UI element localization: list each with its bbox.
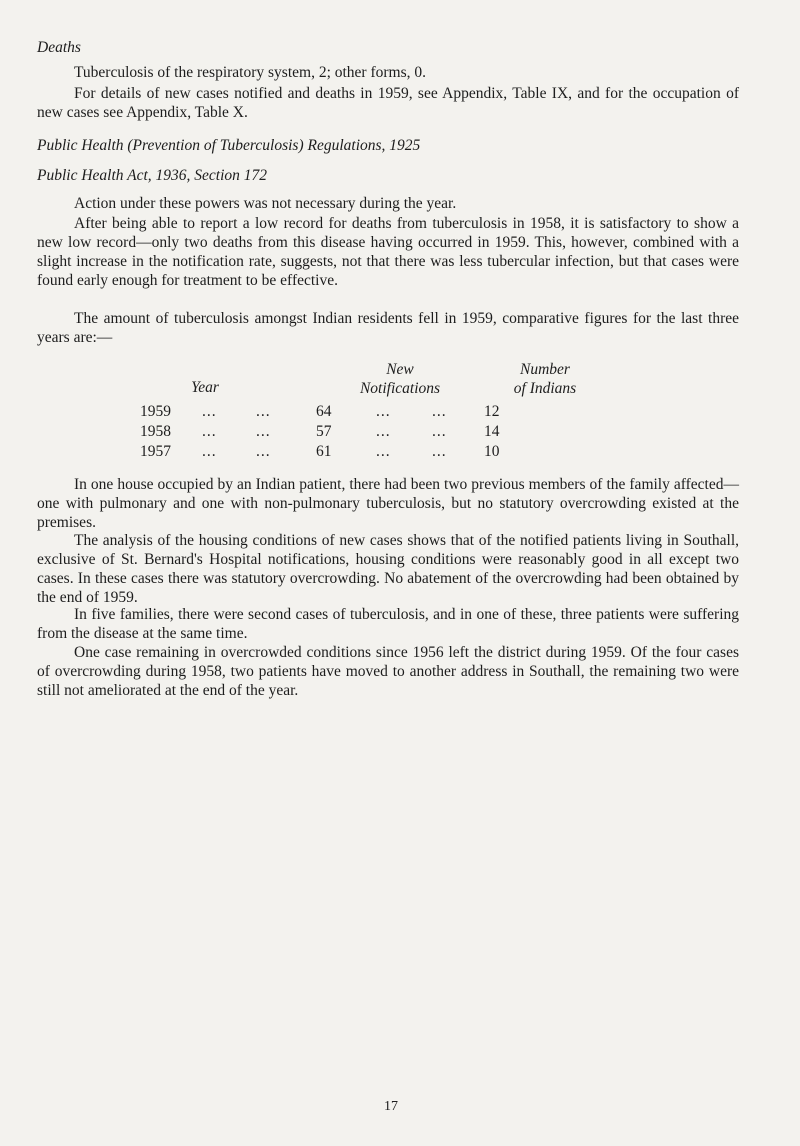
paragraph-housing-analysis: The analysis of the housing conditions of new cases shows that of the notified patients living in Southall, exclusive of St. Bernard's Hospital notifications, housing conditions were reasonably good in all except two cases. In these cases there was statutory overcrowding. No abatement of the overcrowding had been obtained by the end of 1959. (37, 532, 739, 606)
year-cell: 1959 (140, 403, 171, 420)
page-number: 17 (384, 1099, 398, 1114)
indians-cell: 14 (484, 423, 500, 440)
leader-dots: ... (432, 443, 447, 460)
column-header-indians: Number of Indians (513, 361, 577, 397)
notifications-cell: 57 (316, 423, 332, 440)
leader-dots: ... (432, 423, 447, 440)
notifications-cell: 64 (316, 403, 332, 420)
paragraph-appendix-details: For details of new cases notified and deaths in 1959, see Appendix, Table IX, and for the occupation of new cases see Appendix, Table X. (37, 85, 739, 121)
notifications-cell: 61 (316, 443, 332, 460)
heading-public-health-act: Public Health Act, 1936, Section 172 (37, 167, 268, 184)
table-row (140, 423, 590, 443)
heading-deaths: Deaths (37, 39, 81, 56)
leader-dots: ... (202, 403, 217, 420)
leader-dots: ... (432, 403, 447, 420)
paragraph-low-record: After being able to report a low record for deaths from tuberculosis in 1958, it is satisfactory to show a new low record—only two deaths from this disease having occurred in 1959. This, however, combined with a slight increase in the notification rate, suggests, not that there was less tubercular infection, but that cases were found early enough for treatment to be effective. (37, 215, 739, 289)
table-row (140, 443, 590, 463)
heading-regulations: Public Health (Prevention of Tuberculosis) Regulations, 1925 (37, 137, 421, 154)
column-header-notifications: New Notifications (359, 361, 441, 397)
year-cell: 1957 (140, 443, 171, 460)
leader-dots: ... (202, 443, 217, 460)
leader-dots: ... (376, 403, 391, 420)
leader-dots: ... (256, 423, 271, 440)
indians-cell: 12 (484, 403, 500, 420)
paragraph-tuberculosis-deaths: Tuberculosis of the respiratory system, 2; other forms, 0. (74, 64, 427, 81)
column-header-year: Year (191, 379, 219, 396)
leader-dots: ... (256, 443, 271, 460)
paragraph-indian-house: In one house occupied by an Indian patient, there had been two previous members of the family affected—one with pulmonary and one with non-pulmonary tuberculosis, but no statutory overcrowding existed at the premises. (37, 476, 739, 531)
paragraph-indian-residents: The amount of tuberculosis amongst Indian residents fell in 1959, comparative figures for the last three years are:— (37, 310, 739, 346)
paragraph-action-powers: Action under these powers was not necessary during the year. (74, 195, 457, 212)
paragraph-overcrowding: One case remaining in overcrowded conditions since 1956 left the district during 1959. Of the four cases of overcrowding during 1958, two patients have moved to another address in Southall, the remaining two were still not ameliorated at the end of the year. (37, 644, 739, 699)
indians-cell: 10 (484, 443, 500, 460)
leader-dots: ... (376, 443, 391, 460)
leader-dots: ... (376, 423, 391, 440)
leader-dots: ... (256, 403, 271, 420)
paragraph-second-cases: In five families, there were second cases of tuberculosis, and in one of these, three patients were suffering from the disease at the same time. (37, 606, 739, 642)
leader-dots: ... (202, 423, 217, 440)
year-cell: 1958 (140, 423, 171, 440)
table-row (140, 403, 590, 423)
